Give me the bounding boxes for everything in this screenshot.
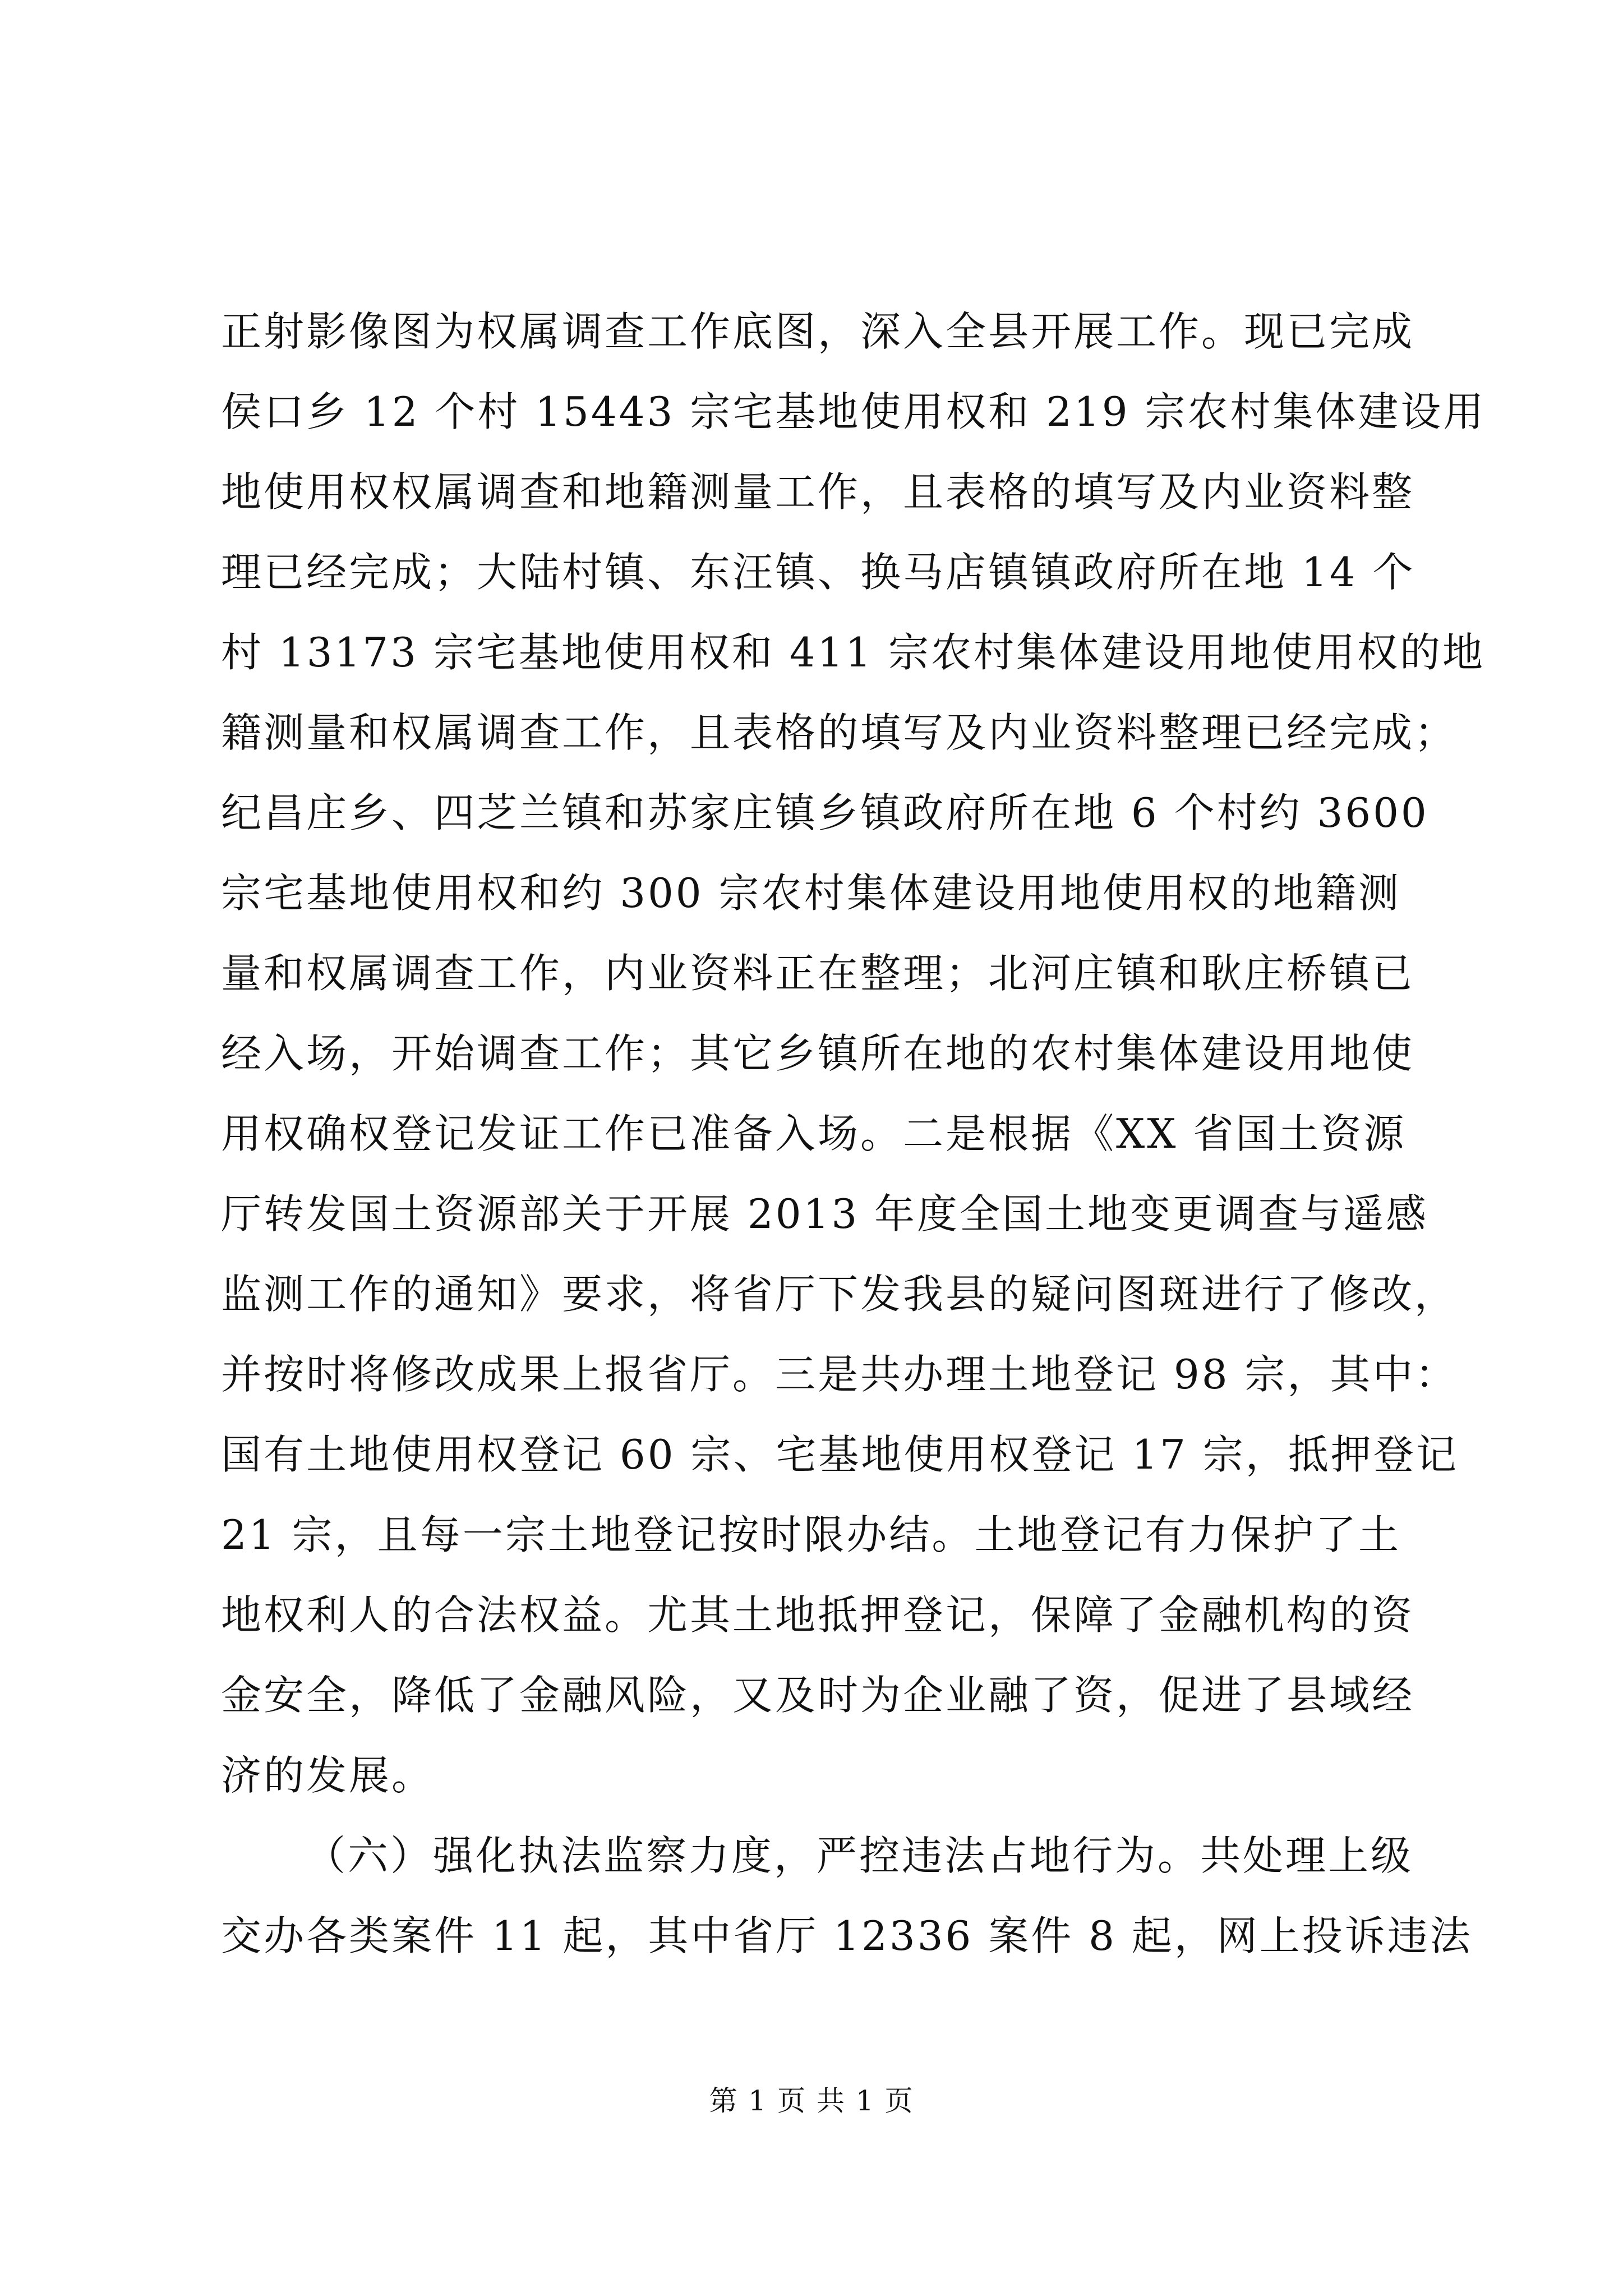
- text-line: 金安全，降低了金融风险，又及时为企业融了资，促进了县域经: [221, 1672, 1415, 1719]
- text-line: 纪昌庄乡、四芝兰镇和苏家庄镇乡镇政府所在地 6 个村约 3600: [221, 789, 1429, 836]
- text-line: 村 13173 宗宅基地使用权和 411 宗农村集体建设用地使用权的地: [221, 629, 1486, 676]
- text-line: 经入场，开始调查工作；其它乡镇所在地的农村集体建设用地使: [221, 1030, 1415, 1077]
- text-line: 用权确权登记发证工作已准备入场。二是根据《XX 省国土资源: [221, 1110, 1407, 1157]
- text-line: 籍测量和权属调查工作，且表格的填写及内业资料整理已经完成；: [221, 709, 1458, 756]
- document-body: [221, 292, 1486, 1976]
- text-line: 地权利人的合法权益。尤其土地抵押登记，保障了金融机构的资: [221, 1591, 1415, 1639]
- text-line: （六）强化执法监察力度，严控违法占地行为。共处理上级: [305, 1832, 1414, 1879]
- text-line: 并按时将修改成果上报省厅。三是共办理土地登记 98 宗，其中：: [221, 1351, 1458, 1398]
- text-line: 监测工作的通知》要求，将省厅下发我县的疑问图斑进行了修改，: [221, 1271, 1458, 1318]
- text-line: 交办各类案件 11 起，其中省厅 12336 案件 8 起，网上投诉违法: [221, 1912, 1473, 1959]
- text-line: 21 宗，且每一宗土地登记按时限办结。土地登记有力保护了土: [221, 1511, 1401, 1558]
- text-line: 国有土地使用权登记 60 宗、宅基地使用权登记 17 宗，抵押登记: [221, 1431, 1459, 1478]
- text-line: 侯口乡 12 个村 15443 宗宅基地使用权和 219 宗农村集体建设用: [221, 388, 1486, 435]
- text-line: 济的发展。: [221, 1752, 435, 1799]
- paragraph-1: [221, 292, 1486, 1816]
- text-line: 地使用权权属调查和地籍测量工作，且表格的填写及内业资料整: [221, 468, 1415, 516]
- text-line: 宗宅基地使用权和约 300 宗农村集体建设用地使用权的地籍测: [221, 869, 1401, 917]
- text-line: 厅转发国土资源部关于开展 2013 年度全国土地变更调查与遥感: [221, 1190, 1429, 1237]
- text-line: 正射影像图为权属调查工作底图，深入全县开展工作。现已完成: [221, 308, 1415, 355]
- paragraph-2: [221, 1816, 1473, 1976]
- page-number-footer: 第 1 页 共 1 页: [709, 2085, 914, 2117]
- text-line: 量和权属调查工作，内业资料正在整理；北河庄镇和耿庄桥镇已: [221, 950, 1415, 997]
- text-line: 理已经完成；大陆村镇、东汪镇、换马店镇镇政府所在地 14 个: [221, 549, 1415, 596]
